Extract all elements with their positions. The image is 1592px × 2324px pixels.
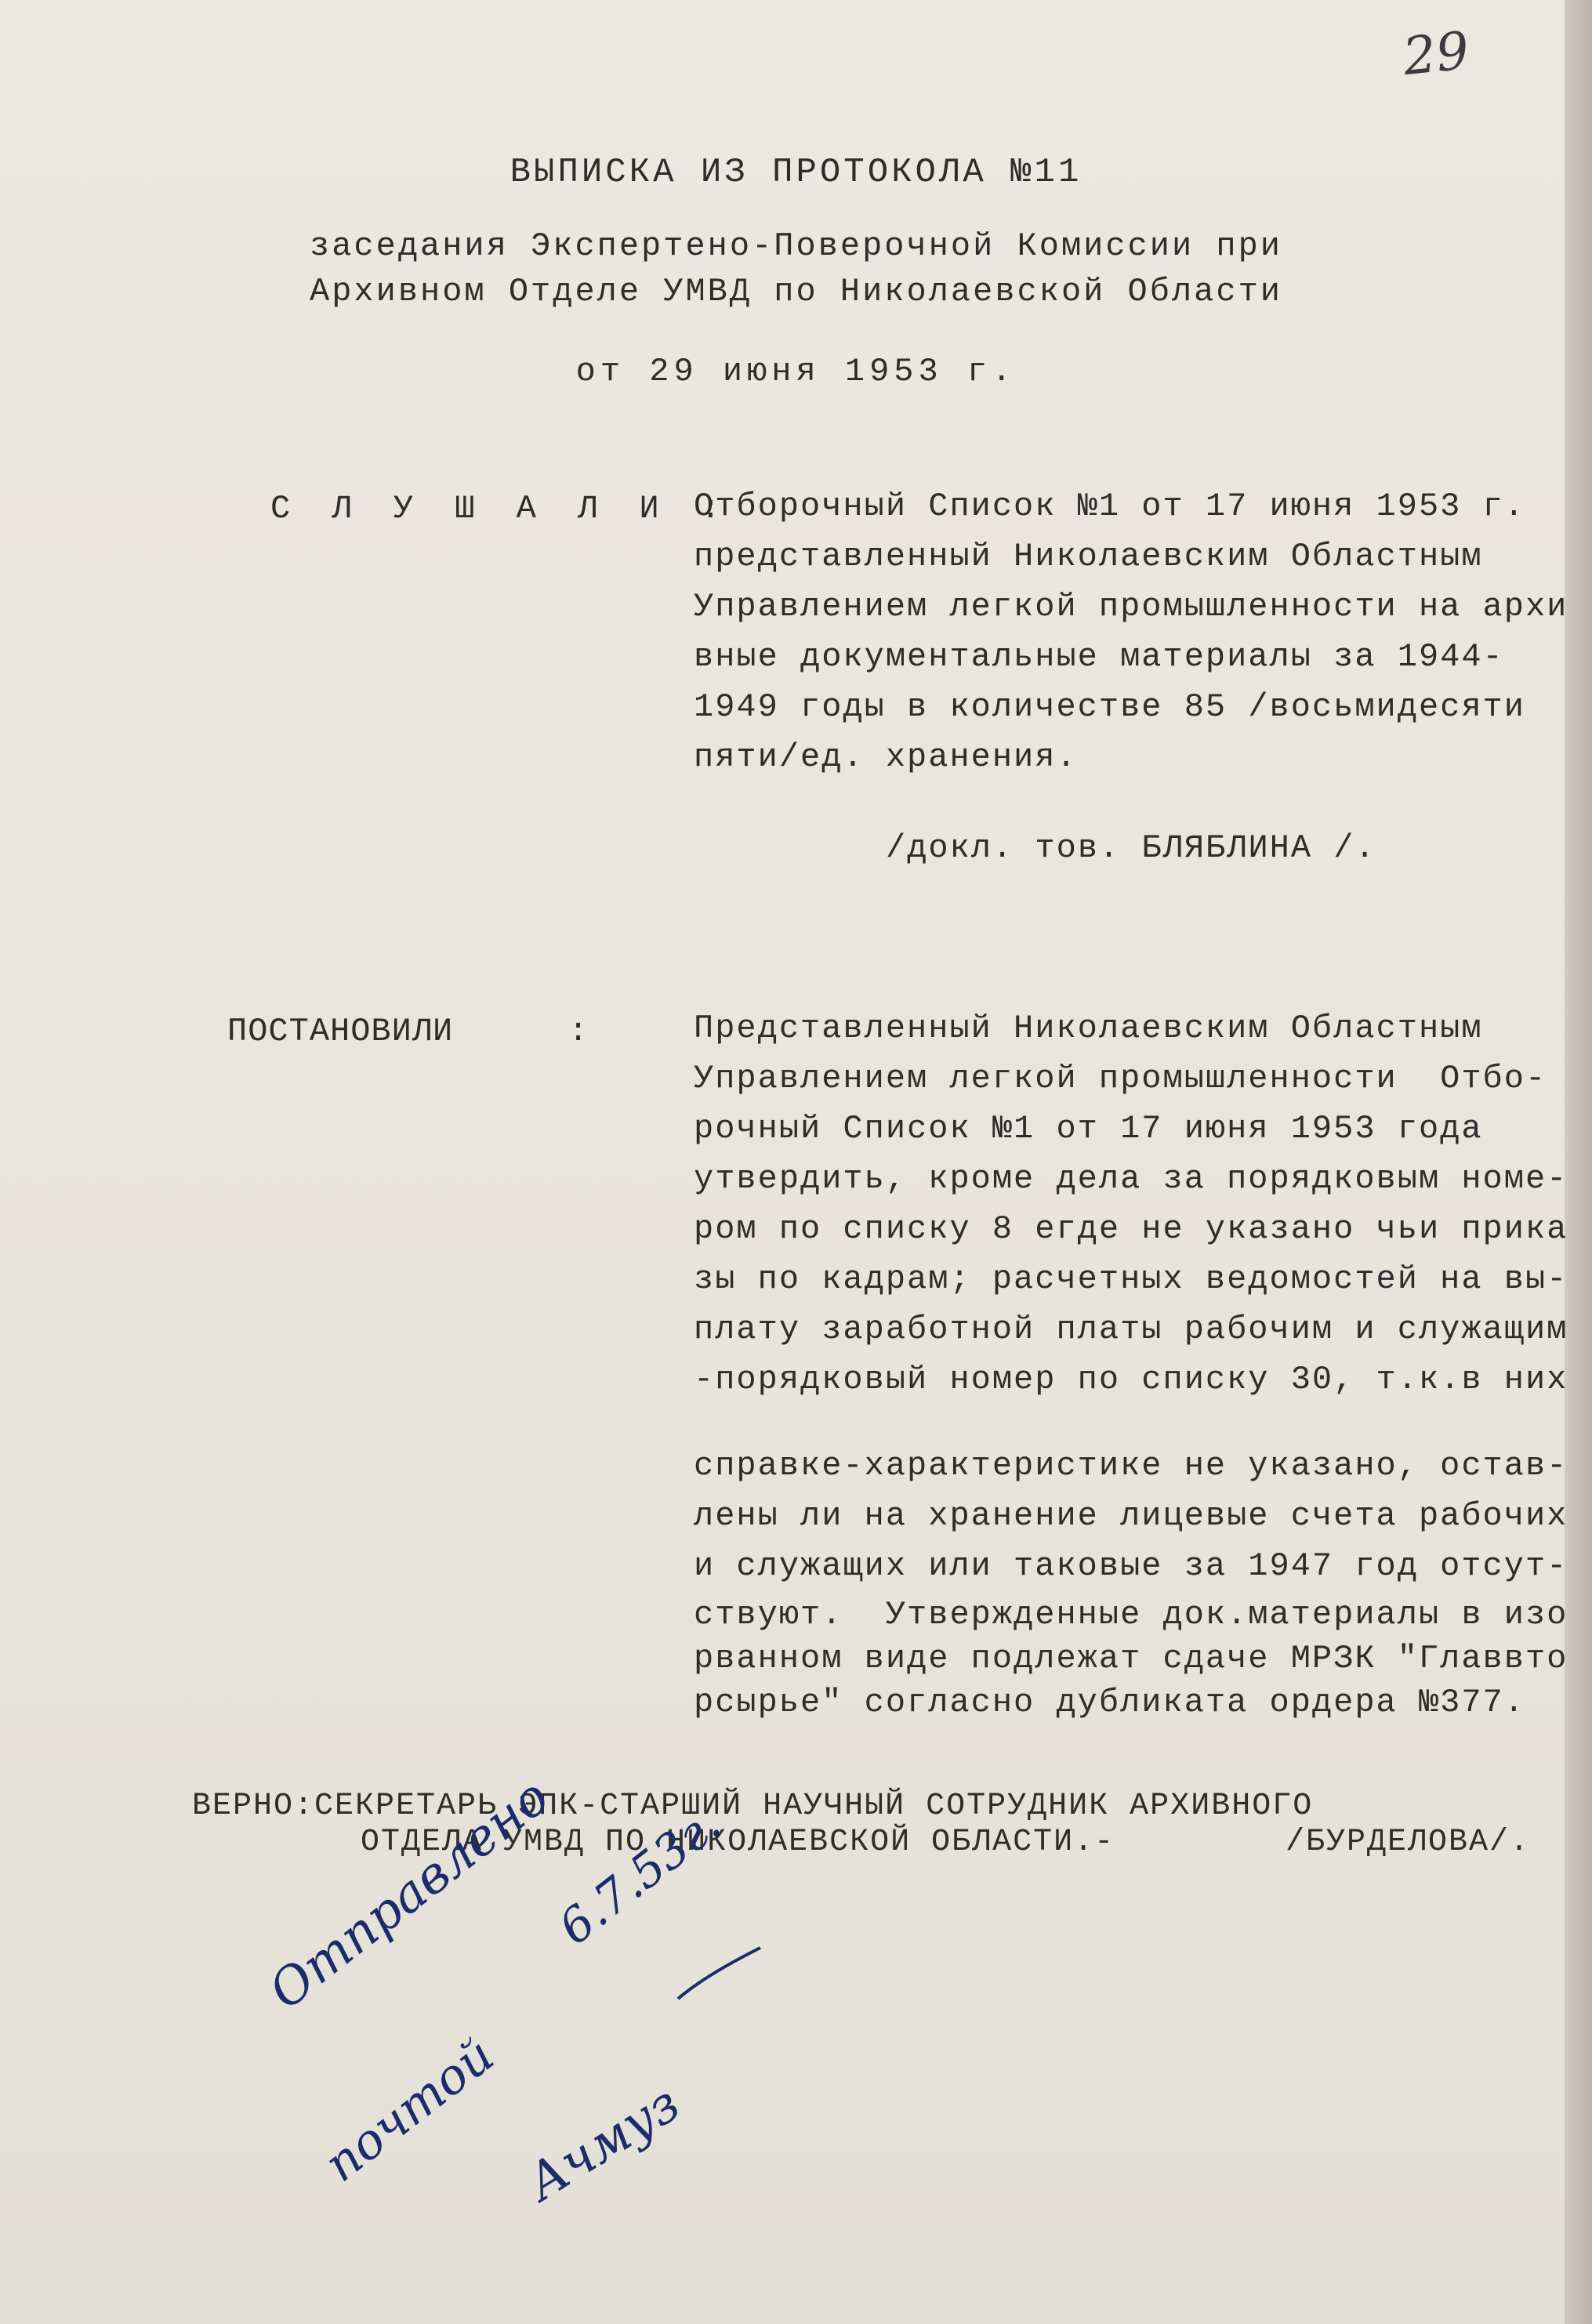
resolved-line: лены ли на хранение лицевые счета рабочих — [694, 1497, 1568, 1535]
resolved-line: утвердить, кроме дела за порядковым номе- — [694, 1160, 1568, 1198]
resolved-line: ствуют. Утвержденные док.материалы в изо — [694, 1596, 1568, 1633]
folio-number: 29 — [1400, 20, 1472, 88]
header-line-1: заседания Экспертено-Поверочной Комиссии при — [310, 227, 1282, 265]
handwritten-note-line-2: почтой — [314, 2025, 505, 2193]
handwritten-date: 6.7.53г. — [549, 1796, 731, 1956]
resolved-line: справке-характеристике не указано, остав- — [694, 1447, 1568, 1485]
header-line-2: Архивном Отделе УМВД по Николаевской Области — [310, 273, 1282, 310]
heard-label: С Л У Ш А Л И : — [270, 490, 732, 528]
heard-line: вные документальные материалы за 1944- — [694, 638, 1504, 676]
certification-line-2: ОТДЕЛА УМВД ПО НИКОЛАЕВСКОЙ ОБЛАСТИ.- — [361, 1825, 1115, 1860]
heard-line: 1949 годы в количестве 85 /восьмидесяти — [694, 688, 1525, 726]
resolved-line: и служащих или таковые за 1947 год отсут- — [694, 1547, 1568, 1585]
heard-line: пяти/ед. хранения. — [694, 738, 1078, 776]
handwritten-signature: Ачмуз — [517, 2074, 691, 2213]
handwritten-note-line-1: Отправлено — [259, 1767, 560, 2021]
heard-line: представленный Николаевским Областным — [694, 538, 1483, 575]
resolved-line: -порядковый номер по списку 30, т.к.в них — [694, 1361, 1568, 1398]
certification-line-1: ВЕРНО:СЕКРЕТАРЬ ЭПК-СТАРШИЙ НАУЧНЫЙ СОТРУДНИК АРХИВНОГО — [192, 1789, 1314, 1824]
resolved-line: рванном виде подлежат сдаче МРЗК "Главвто — [694, 1640, 1568, 1677]
page-edge — [1565, 0, 1592, 2324]
resolved-label: ПОСТАНОВИЛИ — [227, 1013, 454, 1050]
resolved-line: Управлением легкой промышленности Отбо- — [694, 1060, 1547, 1097]
heard-reporter: /докл. тов. БЛЯБЛИНА /. — [886, 829, 1376, 867]
heard-line: Управлением легкой промышленности на архи — [694, 588, 1568, 625]
resolved-line: Представленный Николаевским Областным — [694, 1010, 1483, 1047]
signature-stroke — [674, 1944, 768, 2007]
heard-line: Отборочный Список №1 от 17 июня 1953 г. — [694, 488, 1525, 525]
resolved-line: ром по списку 8 егде не указано чьи прика — [694, 1210, 1568, 1248]
signatory-name: /БУРДЕЛОВА/. — [1286, 1825, 1531, 1860]
document-title: ВЫПИСКА ИЗ ПРОТОКОЛА №11 — [510, 153, 1082, 192]
resolved-line: рсырье" согласно дубликата ордера №377. — [694, 1684, 1525, 1721]
document-date: от 29 июня 1953 г. — [575, 353, 1017, 390]
resolved-colon: : — [568, 1013, 590, 1050]
resolved-line: плату заработной платы рабочим и служащим — [694, 1311, 1568, 1348]
resolved-line: зы по кадрам; расчетных ведомостей на вы- — [694, 1260, 1568, 1298]
resolved-line: рочный Список №1 от 17 июня 1953 года — [694, 1110, 1483, 1147]
